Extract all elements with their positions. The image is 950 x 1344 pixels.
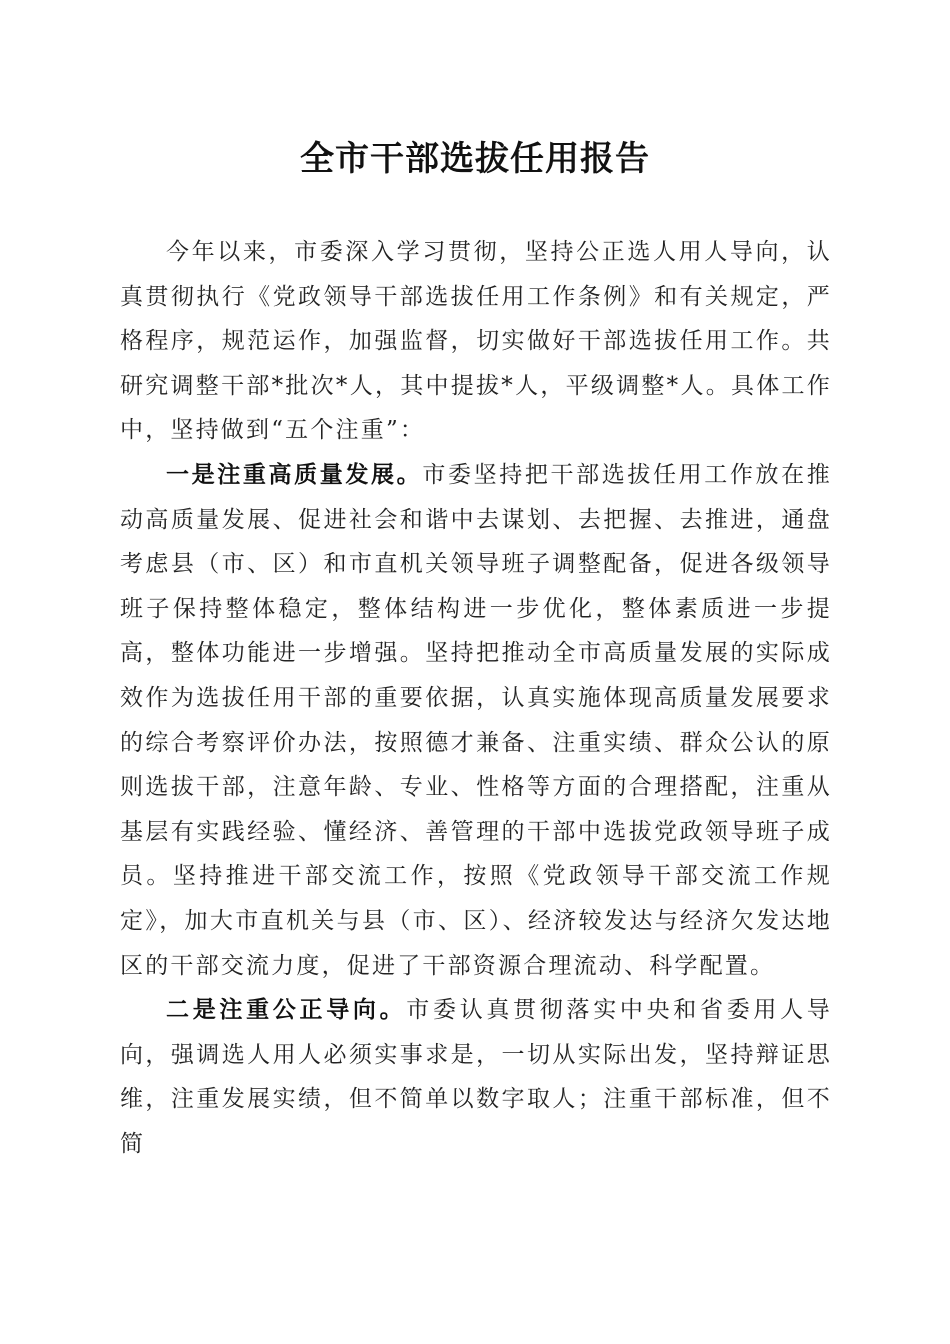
paragraph-point-two-lead: 二是注重公正导向。 — [166, 996, 407, 1024]
document-title: 全市干部选拔任用报告 — [300, 139, 650, 179]
document-body — [120, 230, 832, 1166]
paragraph-point-one-lead: 一是注重高质量发展。 — [166, 460, 423, 488]
paragraph-point-two-text: 市委认真贯彻落实中央和省委用人导向，强调选人用人必须实事求是，一切从实际出发，坚持辩证思维，注重发展实绩，但不简单以数字取人；注重干部标准，但不简 — [120, 997, 832, 1157]
paragraph-intro — [120, 230, 832, 453]
paragraph-intro-text: 今年以来，市委深入学习贯彻，坚持公正选人用人导向，认真贯彻执行《党政领导干部选拔任用工作条例》和有关规定，严格程序，规范运作，加强监督，切实做好干部选拔任用工作。共研究调整干部*批次*人，其中提拔*人，平级调整*人。具体工作中，坚持做到“五个注重”： — [120, 239, 832, 444]
paragraph-point-one — [120, 453, 832, 988]
paragraph-point-two — [120, 988, 832, 1166]
paragraph-point-one-text: 市委坚持把干部选拔任用工作放在推动高质量发展、促进社会和谐中去谋划、去把握、去推进，通盘考虑县（市、区）和市直机关领导班子调整配备，促进各级领导班子保持整体稳定，整体结构进一步优化，整体素质进一步提高，整体功能进一步增强。坚持把推动全市高质量发展的实际成效作为选拔任用干部的重要依据，认真实施体现高质量发展要求的综合考察评价办法，按照德才兼备、注重实绩、群众公认的原则选拔干部，注意年龄、专业、性格等方面的合理搭配，注重从基层有实践经验、懂经济、善管理的干部中选拔党政领导班子成员。坚持推进干部交流工作，按照《党政领导干部交流工作规定》，加大市直机关与县（市、区）、经济较发达与经济欠发达地区的干部交流力度，促进了干部资源合理流动、科学配置。 — [120, 461, 833, 979]
